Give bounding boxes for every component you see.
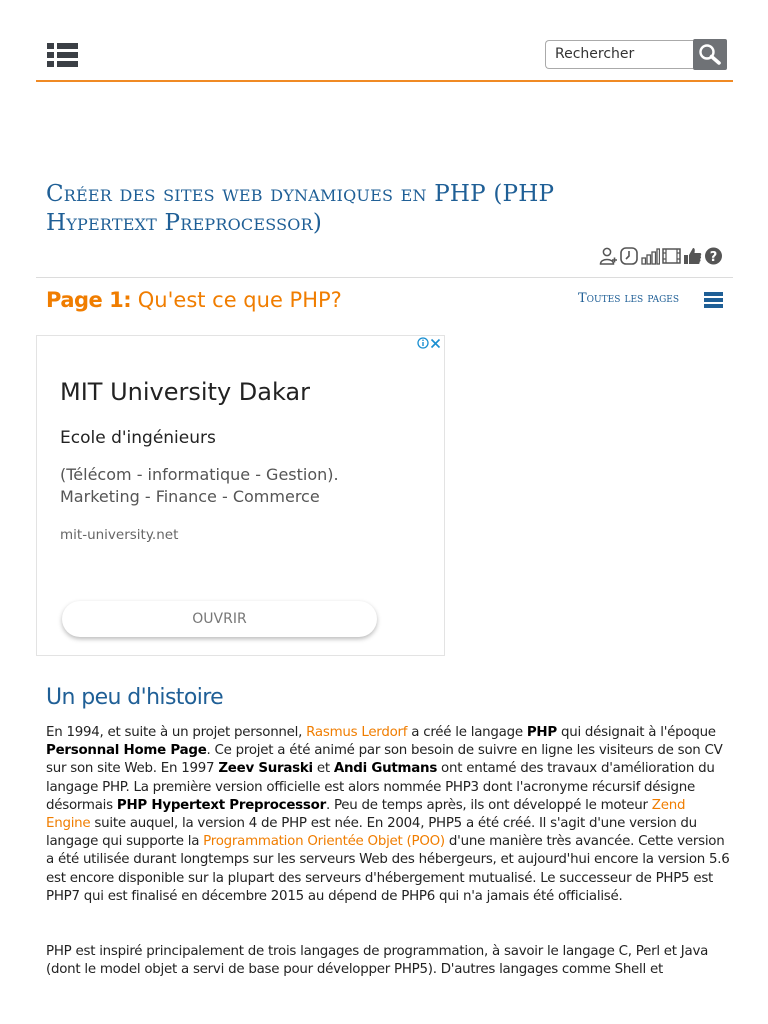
divider <box>36 277 733 278</box>
link-rasmus-lerdorf[interactable]: Rasmus Lerdorf <box>306 725 408 740</box>
ad-subtitle: Ecole d'ingénieurs <box>60 428 216 448</box>
page-number: Page 1: <box>46 288 132 312</box>
ad-url[interactable]: mit-university.net <box>60 527 179 543</box>
ad-title[interactable]: MIT University Dakar <box>60 378 311 406</box>
ad-description-line: Marketing - Finance - Commerce <box>60 487 320 506</box>
history-icon[interactable] <box>620 246 639 266</box>
search-input[interactable] <box>555 41 685 67</box>
ad-open-button[interactable]: OUVRIR <box>62 601 377 637</box>
close-icon[interactable] <box>430 338 441 349</box>
video-icon[interactable] <box>662 246 681 266</box>
article-paragraph: PHP est inspiré principalement de trois langages de programmation, à savoir le langage C, Perl et Java (dont le model objet a servi de base pour développer PHP5). D'autres langages comme Shell et <box>46 944 709 978</box>
like-icon[interactable] <box>683 246 702 266</box>
ad-description-line: (Télécom - informatique - Gestion). <box>60 465 339 484</box>
page-title: Créer des sites web dynamiques en PHP (PHP Hypertext Preprocessor) <box>46 181 555 236</box>
page-heading <box>46 288 342 312</box>
all-pages-link[interactable]: Toutes les pages <box>578 291 680 306</box>
menu-list-icon[interactable] <box>47 43 78 67</box>
help-icon[interactable] <box>704 246 723 266</box>
stats-icon[interactable] <box>641 246 660 266</box>
top-bar <box>36 34 733 82</box>
link-zend-engine[interactable]: Zend Engine <box>46 797 686 832</box>
search-box <box>545 40 693 69</box>
all-pages-menu-icon[interactable] <box>704 292 723 309</box>
ad-description <box>60 464 339 508</box>
adchoices-icon[interactable] <box>417 337 429 349</box>
page-subtitle: Qu'est ce que PHP? <box>137 288 342 312</box>
search-icon <box>698 43 722 65</box>
tool-icons <box>599 246 723 266</box>
search-button[interactable] <box>693 39 727 70</box>
advertisement[interactable] <box>36 335 445 656</box>
section-title: Un peu d'histoire <box>46 685 224 710</box>
link-poo[interactable]: Programmation Orientée Objet (POO) <box>203 834 445 850</box>
svg-text:?: ? <box>709 250 718 265</box>
user-add-icon[interactable] <box>599 246 618 266</box>
article-paragraph: En 1994, et suite à un projet personnel, Rasmus Lerdorf a créé le langage PHP qui désignait à l'époque Personnal Home Page. Ce projet a été animé par son besoin de suivre en ligne les visiteurs de son CV sur son site Web. En 1997 Zeev Suraski et Andi Gutmans ont entamé des travaux d'amélioration du langage PHP. La première version officielle est alors nommée PHP3 dont l'acronyme récursif désigne désormais PHP Hypertext Preprocessor. Peu de temps après, ils ont développé le moteur Zend Engine suite auquel, la version 4 de PHP est née. En 2004, PHP5 a été créé. Il s'agit d'une version du langage qui supporte la Programmation Orientée Objet (POO) d'une manière très avancée. Cette version a été utilisée durant longtemps sur les serveurs Web des hébergeurs, et aujourd'hui encore la version 5.6 est encore disponible sur la plupart des serveurs d'hébergement mutualisé. Le successeur de PHP5 est PHP7 qui est finalisé en décembre 2015 au dépend de PHP6 qui n'a jamais été officialisé. <box>46 725 730 904</box>
